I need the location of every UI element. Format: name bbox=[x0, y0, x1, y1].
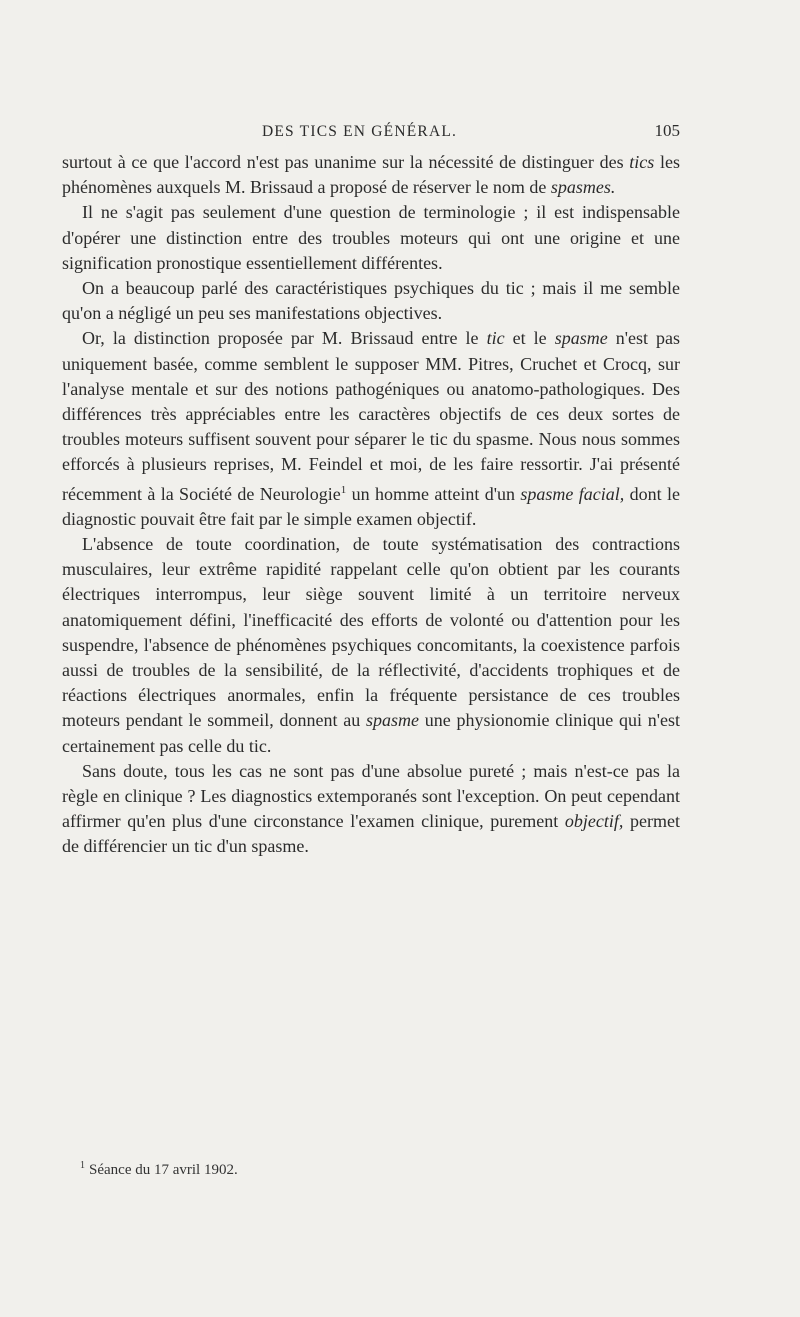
paragraph bbox=[62, 532, 680, 759]
italic-term: spasme bbox=[554, 328, 608, 349]
text-run: dont le diagnostic pouvait être fait par le simple examen objectif. bbox=[62, 483, 680, 529]
page-number: 105 bbox=[654, 121, 680, 140]
text-run: les phénomènes auxquels M. Brissaud a proposé de réserver le nom de bbox=[62, 152, 681, 198]
text-run: n'est pas uniquement basée, comme semblent le supposer MM. Pitres, Cruchet et Crocq, sur l'analyse mentale et sur des notions pathogéniques ou anatomo-pathologiques. Des différences très appréciables entre les caractères objectifs de ces deux sortes de troubles moteurs suffisent souvent pour séparer le tic du spasme. Nous nous sommes efforcés à plusieurs reprises, M. Feindel et moi, de les faire ressortir. J'ai présenté récemment à la Société de Neurologie bbox=[62, 328, 681, 504]
page-header bbox=[62, 121, 680, 145]
body-text bbox=[62, 150, 680, 860]
italic-term: spasme facial, bbox=[520, 483, 625, 504]
running-head: DES TICS EN GÉNÉRAL. bbox=[262, 123, 458, 140]
text-run: un homme atteint d'un bbox=[346, 483, 521, 504]
text-run: surtout à ce que l'accord n'est pas unanime sur la nécessité de distinguer des bbox=[62, 152, 630, 172]
footnote-reference[interactable]: 1 bbox=[340, 483, 347, 496]
text-run: Sans doute, tous les cas ne sont pas d'une absolue pureté ; mais n'est-ce pas la règle en clinique ? Les diagnostics extemporanés sont l'exception. On peut cependant affirmer qu'en plus d'une circonstance l'examen clinique, purement bbox=[62, 760, 680, 832]
italic-term: objectif, bbox=[564, 811, 624, 832]
paragraph bbox=[62, 276, 680, 326]
footnote bbox=[80, 1160, 238, 1179]
text-run: une physionomie clinique qui n'est certainement pas celle du tic. bbox=[62, 710, 680, 756]
paragraph bbox=[62, 200, 680, 276]
paragraph bbox=[62, 150, 680, 200]
text-run: et le bbox=[504, 328, 555, 349]
text-run: Or, la distinction proposée par M. Brissaud entre le bbox=[82, 328, 487, 349]
text-run: Il ne s'agit pas seulement d'une question de terminologie ; il est indispensable d'opérer une distinction entre des troubles moteurs qui ont une origine et une signification pronostique essentiellement différentes. bbox=[62, 202, 680, 273]
italic-term: spasmes. bbox=[550, 177, 616, 198]
paragraph bbox=[62, 759, 680, 860]
footnote-marker: 1 bbox=[80, 1160, 85, 1171]
paragraph bbox=[62, 326, 680, 532]
italic-term: tics bbox=[629, 152, 655, 172]
italic-term: tic bbox=[486, 328, 505, 349]
text-run: On a beaucoup parlé des caractéristiques psychiques du tic ; mais il me semble qu'on a négligé un peu ses manifestations objectives. bbox=[62, 278, 680, 324]
footnote-text: Séance du 17 avril 1902. bbox=[89, 1162, 238, 1178]
text-run: permet de différencier un tic d'un spasme. bbox=[62, 811, 680, 857]
italic-term: spasme bbox=[366, 710, 419, 731]
text-run: L'absence de toute coordination, de toute systématisation des contractions musculaires, leur extrême rapidité rappelant celle qu'on obtient par les courants électriques interrompus, leur siège souvent limité à un territoire nerveux anatomiquement défini, l'inefficacité des efforts de volonté ou d'attention pour les suspendre, l'absence de phénomènes psychiques concomitants, la coexistence parfois aussi de troubles de la sensibilité, de la réflectivité, d'accidents trophiques et de réactions électriques anormales, enfin la fréquente persistance de ces troubles moteurs pendant le sommeil, donnent au bbox=[62, 534, 680, 731]
